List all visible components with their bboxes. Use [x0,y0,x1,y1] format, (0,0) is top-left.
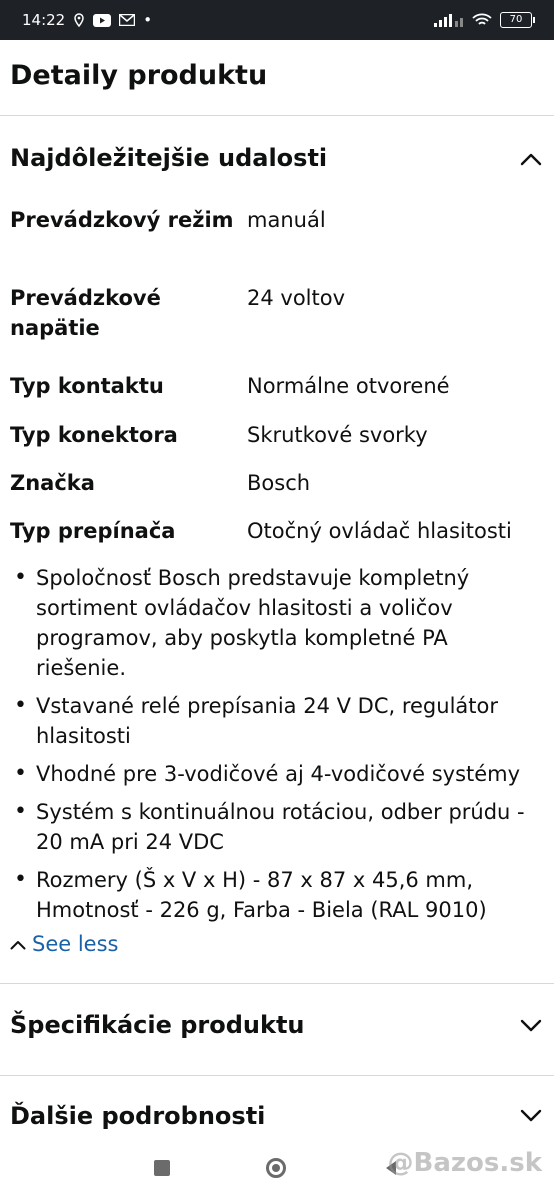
wifi-icon [472,13,492,27]
spec-value: Normálne otvorené [247,374,450,398]
spec-value: manuál [247,208,326,232]
bullet-item: • Systém s kontinuálnou rotáciou, odber prúdu - 20 mA pri 24 VDC [10,797,540,857]
page-header [0,40,554,116]
page-title: Detaily produktu [10,60,268,91]
status-dot: • [143,11,153,29]
chevron-down-icon[interactable] [516,1011,546,1041]
spec-value: Otočný ovládač hlasitosti [247,519,512,543]
spec-key: Prevádzkové napätie [10,286,161,340]
bullet-item: • Rozmery (Š x V x H) - 87 x 87 x 45,6 mm, Hmotnosť - 226 g, Farba - Biela (RAL 9010) [10,865,540,925]
spec-value: Skrutkové svorky [247,423,428,447]
spec-value: 24 voltov [247,286,346,310]
spec-value: Bosch [247,471,311,495]
chevron-up-icon[interactable] [516,144,546,174]
spec-row [10,205,544,283]
spec-key: Prevádzkový režim [10,208,234,232]
status-bar [0,0,554,40]
youtube-icon [93,14,111,27]
spec-row [10,371,544,420]
spec-table [10,205,544,564]
home-button[interactable] [266,1158,286,1178]
spec-key: Typ konektora [10,423,178,447]
section-header-highlights[interactable] [0,116,554,206]
see-less-link[interactable] [10,932,118,956]
section-title-specifications: Špecifikácie produktu [10,1011,305,1039]
feature-bullets [10,563,540,933]
spec-row [10,468,544,516]
bullet-item: • Vstavané relé prepísania 24 V DC, regulátor hlasitosti [10,691,540,751]
bullet-item: • Spoločnosť Bosch predstavuje kompletný sortiment ovládačov hlasitosti a voličov programov, aby poskytla kompletné PA riešenie. [10,563,540,683]
gmail-icon [119,14,135,26]
section-title-more-details: Ďalšie podrobnosti [10,1102,266,1130]
status-time: 14:22 [22,11,66,29]
section-title-highlights: Najdôležitejšie udalosti [10,144,328,172]
see-less-label: See less [32,932,119,956]
spec-row [10,516,544,564]
watermark: @Bazos.sk [387,1148,542,1178]
spec-key: Značka [10,471,95,495]
spec-row [10,420,544,468]
chevron-down-icon[interactable] [516,1101,546,1131]
section-header-specifications[interactable] [0,983,554,1073]
spec-row [10,283,544,371]
recents-button[interactable] [154,1160,170,1176]
section-header-more-details[interactable] [0,1075,554,1135]
bullet-item: • Vhodné pre 3-vodičové aj 4-vodičové systémy [10,759,540,789]
chevron-up-icon [10,935,26,954]
signal-icon [434,13,464,27]
battery-icon: 70 [500,12,532,28]
spec-key: Typ prepínača [10,519,176,543]
spec-key: Typ kontaktu [10,374,164,398]
location-icon [73,13,85,27]
